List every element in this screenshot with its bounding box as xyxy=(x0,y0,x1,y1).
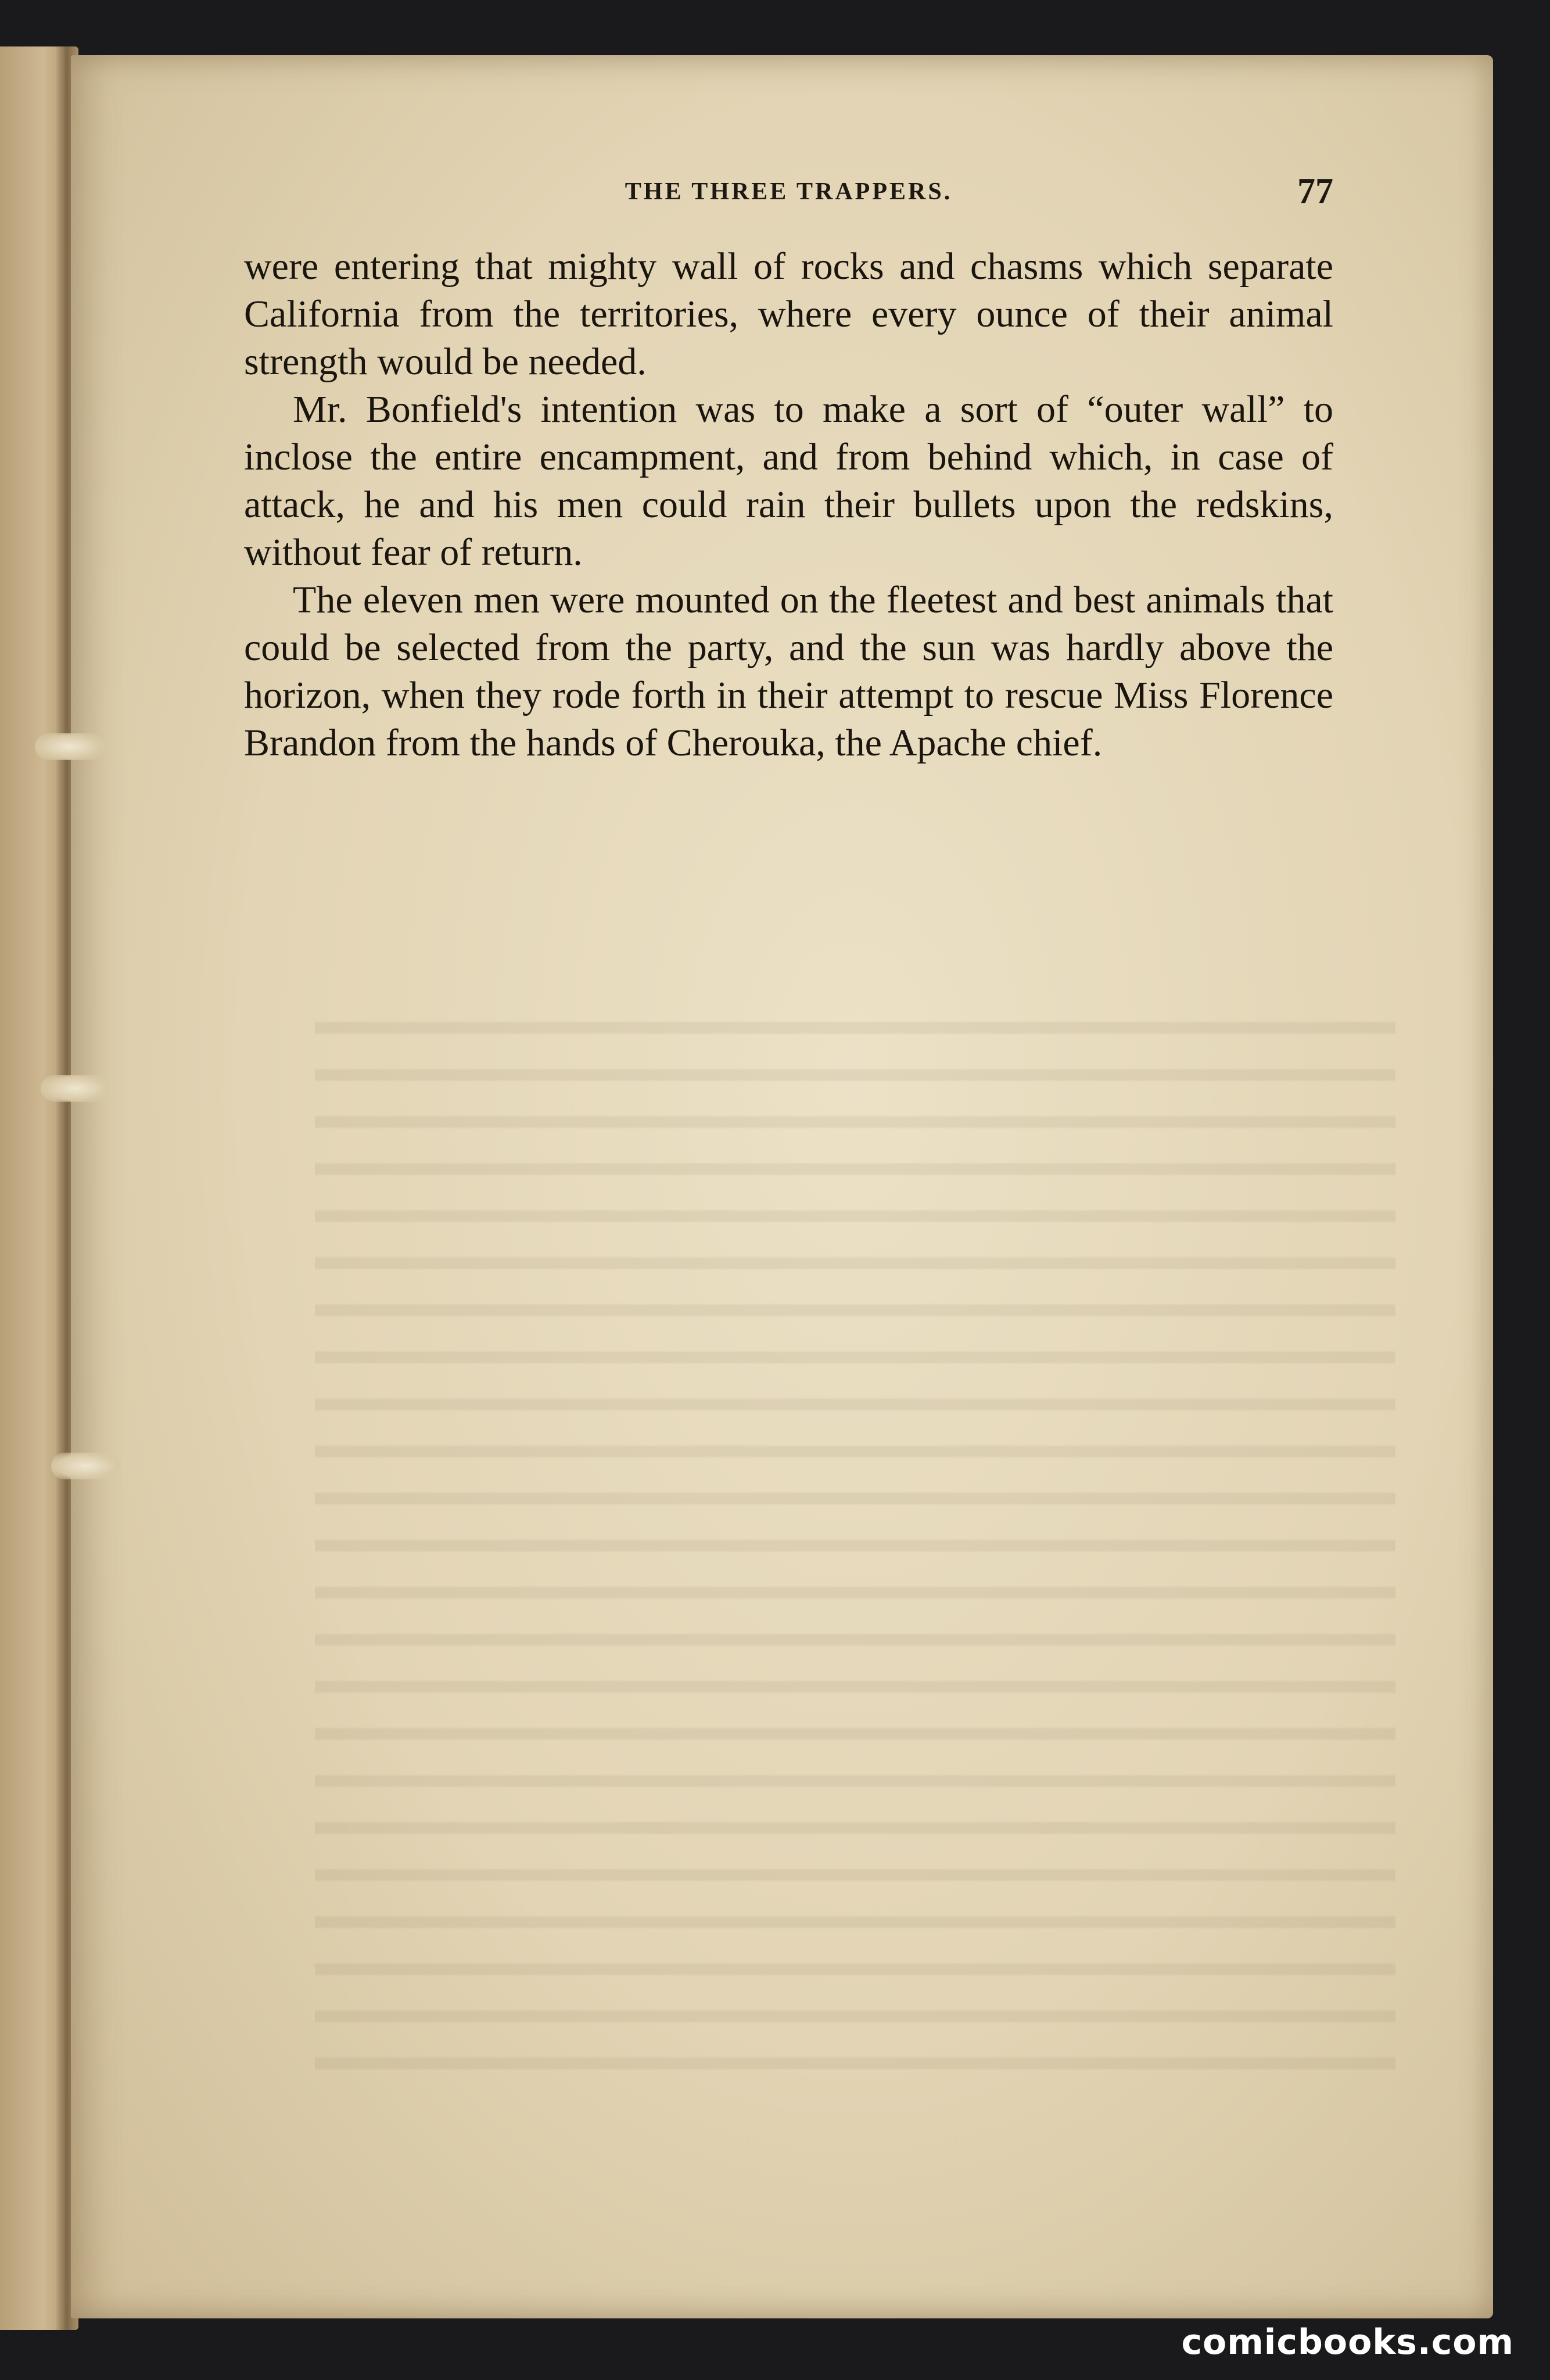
binding-thread xyxy=(41,1075,110,1102)
paragraph: The eleven men were mounted on the fleetest and best animals that could be selected from the party, and the sun was hardly above the horizon, when they rode forth in their attempt to rescue Miss Florence Brandon from the hands of Cherouka, the Apache chief. xyxy=(244,579,1333,764)
site-watermark: comicbooks.com xyxy=(1181,2322,1514,2363)
page-number: 77 xyxy=(1297,171,1333,211)
binding-thread xyxy=(35,733,105,760)
reverse-side-bleed-through xyxy=(315,997,1395,2101)
paragraph: Mr. Bonfield's intention was to make a sort of “outer wall” to inclose the entire encampment, and from behind which, in case of attack, he and his men could rain their bullets upon the redskins, without fear of return. xyxy=(244,388,1333,574)
running-head: THE THREE TRAPPERS. xyxy=(625,178,953,205)
binding-thread xyxy=(51,1453,121,1479)
page-header xyxy=(244,171,1333,221)
paragraph-continued: were entering that mighty wall of rocks and chasms which separate California from the territories, where every ounce of their animal strength would be needed. xyxy=(244,245,1333,383)
body-text xyxy=(244,243,1333,767)
